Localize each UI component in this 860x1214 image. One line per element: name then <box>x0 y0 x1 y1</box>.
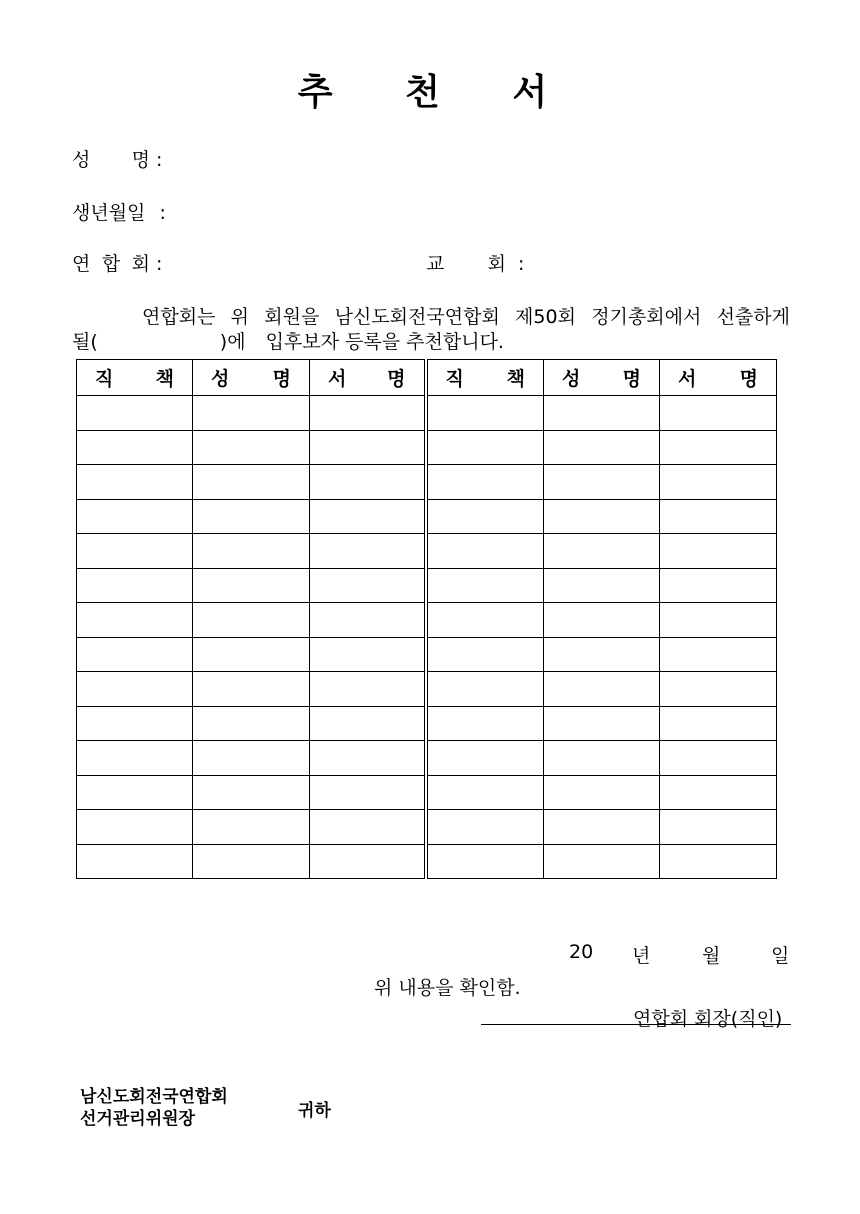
table-body <box>77 396 777 879</box>
table-cell <box>544 465 660 500</box>
table-cell <box>660 741 777 776</box>
date-month: 월 <box>702 945 721 967</box>
table-cell <box>544 603 660 638</box>
table-cell <box>660 637 777 672</box>
table-cell <box>77 465 193 500</box>
table-cell <box>310 672 426 707</box>
union-president-signature: 연합회 회장(직인) <box>633 1008 783 1030</box>
position-paren-close: )에 <box>219 331 246 353</box>
birthdate-colon: : <box>159 202 166 224</box>
table-cell <box>310 706 426 741</box>
date-year-prefix: 20 <box>569 941 594 963</box>
name-colon: : <box>156 149 163 171</box>
table-cell <box>426 430 544 465</box>
header-name-left: 성 명 <box>193 360 310 396</box>
name-field <box>72 145 162 172</box>
table-cell <box>544 672 660 707</box>
document-title: 추 천 서 <box>297 72 578 113</box>
table-row <box>77 844 777 879</box>
header-signature-left: 서 명 <box>310 360 426 396</box>
table-cell <box>310 741 426 776</box>
table-cell <box>426 775 544 810</box>
table-cell <box>77 430 193 465</box>
table-row <box>77 672 777 707</box>
table-cell <box>310 844 426 879</box>
table-cell <box>660 499 777 534</box>
table-cell <box>77 741 193 776</box>
table-cell <box>310 775 426 810</box>
recommender-table <box>76 359 777 879</box>
recommendation-text-end: 입후보자 등록을 추천합니다. <box>265 331 504 353</box>
table-cell <box>660 465 777 500</box>
table-cell <box>426 465 544 500</box>
table-cell <box>310 603 426 638</box>
table-row <box>77 396 777 431</box>
table-cell <box>426 844 544 879</box>
table-cell <box>77 844 193 879</box>
signature-underline <box>481 1024 791 1025</box>
table-cell <box>426 603 544 638</box>
table-cell <box>193 430 310 465</box>
table-cell <box>426 568 544 603</box>
table-cell <box>544 706 660 741</box>
table-cell <box>660 844 777 879</box>
table-cell <box>77 672 193 707</box>
table-cell <box>660 534 777 569</box>
table-cell <box>193 844 310 879</box>
table-cell <box>193 603 310 638</box>
table-cell <box>426 534 544 569</box>
table-cell <box>310 465 426 500</box>
table-cell <box>193 499 310 534</box>
table-cell <box>544 534 660 569</box>
table-cell <box>544 396 660 431</box>
position-paren-open: 될( <box>72 331 98 353</box>
table-cell <box>660 775 777 810</box>
header-position-right: 직 책 <box>426 360 544 396</box>
table-cell <box>426 672 544 707</box>
table-cell <box>77 396 193 431</box>
table-cell <box>77 568 193 603</box>
table-cell <box>77 775 193 810</box>
table-cell <box>310 396 426 431</box>
table-cell <box>193 810 310 845</box>
table-cell <box>77 603 193 638</box>
addressee-block <box>80 1086 294 1130</box>
table-cell <box>193 568 310 603</box>
birthdate-field <box>72 198 166 225</box>
table-cell <box>310 534 426 569</box>
table-cell <box>544 741 660 776</box>
table-header-row <box>77 360 777 396</box>
union-colon: : <box>156 253 163 275</box>
table-cell <box>310 810 426 845</box>
table-cell <box>77 810 193 845</box>
table-row <box>77 430 777 465</box>
header-signature-right: 서 명 <box>660 360 777 396</box>
table-row <box>77 534 777 569</box>
addressee-line1: 남신도회전국연합회 <box>80 1087 228 1107</box>
table-cell <box>310 499 426 534</box>
table-cell <box>544 430 660 465</box>
table-cell <box>426 810 544 845</box>
date-year: 년 <box>632 945 651 967</box>
table-cell <box>660 672 777 707</box>
church-colon: : <box>518 253 525 275</box>
table-cell <box>426 499 544 534</box>
union-field <box>72 249 162 276</box>
table-cell <box>426 396 544 431</box>
table-cell <box>660 568 777 603</box>
table-cell <box>544 844 660 879</box>
table-cell <box>193 775 310 810</box>
recommendation-text-line2 <box>72 327 504 354</box>
header-position-left: 직 책 <box>77 360 193 396</box>
table-row <box>77 741 777 776</box>
table-cell <box>660 396 777 431</box>
table-row <box>77 706 777 741</box>
table-row <box>77 465 777 500</box>
table-cell <box>660 603 777 638</box>
table-cell <box>193 465 310 500</box>
church-label: 교 회 <box>426 253 506 275</box>
date-day: 일 <box>771 945 790 967</box>
table-row <box>77 603 777 638</box>
table-cell <box>544 775 660 810</box>
table-cell <box>193 672 310 707</box>
table-cell <box>544 637 660 672</box>
addressee-line2: 선거관리위원장 <box>80 1109 195 1129</box>
table-cell <box>660 706 777 741</box>
table-cell <box>544 568 660 603</box>
church-field <box>426 249 524 276</box>
table-cell <box>77 706 193 741</box>
recommendation-text-line1: 연합회는 위 회원을 남신도회전국연합회 제50회 정기총회에서 선출하게 <box>142 306 790 328</box>
table-row <box>77 775 777 810</box>
table-cell <box>426 741 544 776</box>
table-cell <box>544 810 660 845</box>
table-cell <box>544 499 660 534</box>
table-cell <box>193 534 310 569</box>
table-cell <box>310 430 426 465</box>
table-cell <box>660 430 777 465</box>
table-row <box>77 810 777 845</box>
header-name-right: 성 명 <box>544 360 660 396</box>
addressee-honorific: 귀하 <box>298 1101 331 1121</box>
table-cell <box>193 741 310 776</box>
union-label: 연 합 회 <box>72 253 150 275</box>
table-cell <box>77 499 193 534</box>
table-row <box>77 637 777 672</box>
table-cell <box>77 637 193 672</box>
table-row <box>77 568 777 603</box>
table-cell <box>77 534 193 569</box>
birthdate-label: 생년월일 <box>72 202 146 224</box>
table-cell <box>310 568 426 603</box>
table-cell <box>660 810 777 845</box>
table-cell <box>310 637 426 672</box>
table-cell <box>193 637 310 672</box>
table-cell <box>426 706 544 741</box>
table-row <box>77 499 777 534</box>
confirmation-text: 위 내용을 확인함. <box>374 977 521 999</box>
table-cell <box>193 706 310 741</box>
table-cell <box>426 637 544 672</box>
name-label: 성 명 <box>72 149 150 171</box>
table-cell <box>193 396 310 431</box>
